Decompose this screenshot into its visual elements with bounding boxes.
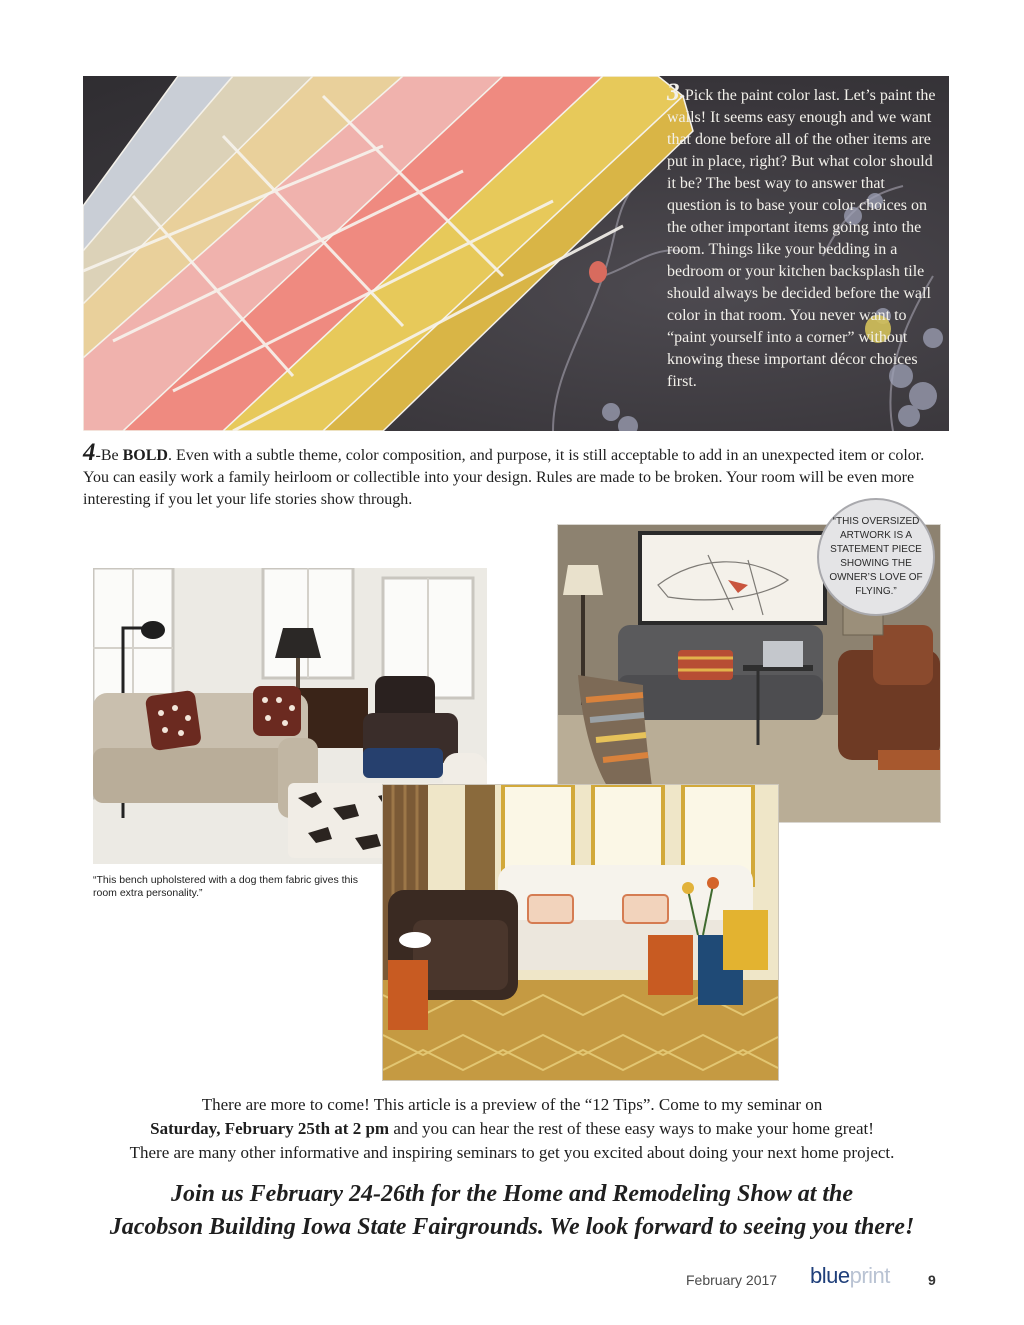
tip-4-body: . Even with a subtle theme, color composition, and purpose, it is still acceptable to add in an unexpected item or color. You can easily work a family heirloom or collectible into your design. Rules are made to be broken. Your room will be even more interesting if you let your life stories show through. [83, 447, 925, 508]
tip-3-body: -Pick the paint color last. Let’s paint the walls! It seems easy enough and we want that done before all of the other items are put in place, right? But what color should it be? The best way to answer that question is to base your color choices on the other important items going into the room. Things like your bedding in a bedroom or your kitchen backsplash tile should always be decided before the wall color in that room. You never want to “paint yourself into a corner” without knowing these important décor choices first. [667, 87, 936, 390]
closing-line-2-rest: and you can hear the rest of these easy ways to make your home great! [389, 1119, 874, 1138]
tip-3-number: 3 [667, 79, 680, 106]
tip-4-bold-word: BOLD [122, 447, 168, 464]
blueprint-logo [810, 1263, 890, 1289]
logo-blue-part: blue [810, 1263, 850, 1288]
artwork-callout-badge: “THIS OVERSIZED ARTWORK IS A STATEMENT PIECE SHOWING THE OWNER’S LOVE OF FLYING.” [817, 498, 935, 616]
closing-paragraph [60, 1093, 964, 1165]
logo-print-part: print [849, 1263, 890, 1288]
show-invitation [40, 1178, 984, 1244]
tip-4-prefix: -Be [95, 447, 123, 464]
issue-date: February 2017 [686, 1272, 778, 1288]
seminar-date: Saturday, February 25th at 2 pm [150, 1119, 390, 1138]
invite-line-1: Join us February 24-26th for the Home and Remodeling Show at the [170, 1181, 854, 1207]
closing-line-3: There are many other informative and inspiring seminars to get you excited about doing your next home project. [129, 1143, 895, 1162]
tip-3-text [667, 79, 939, 393]
closing-line-1: There are more to come! This article is a preview of the “12 Tips”. Come to my seminar on [201, 1095, 823, 1114]
paint-swatch-photo [83, 76, 949, 431]
tip-4-number: 4 [83, 439, 96, 466]
closing-line-2 [60, 1117, 964, 1141]
page-number: 9 [928, 1272, 936, 1288]
living-room-photo-white-sofa [383, 785, 778, 1080]
tip-4-text [83, 439, 953, 511]
dog-bench-caption: “This bench upholstered with a dog them fabric gives this room extra personality.” [93, 874, 358, 899]
invite-line-2: Jacobson Building Iowa State Fairgrounds. We look forward to seeing you there! [109, 1214, 915, 1240]
